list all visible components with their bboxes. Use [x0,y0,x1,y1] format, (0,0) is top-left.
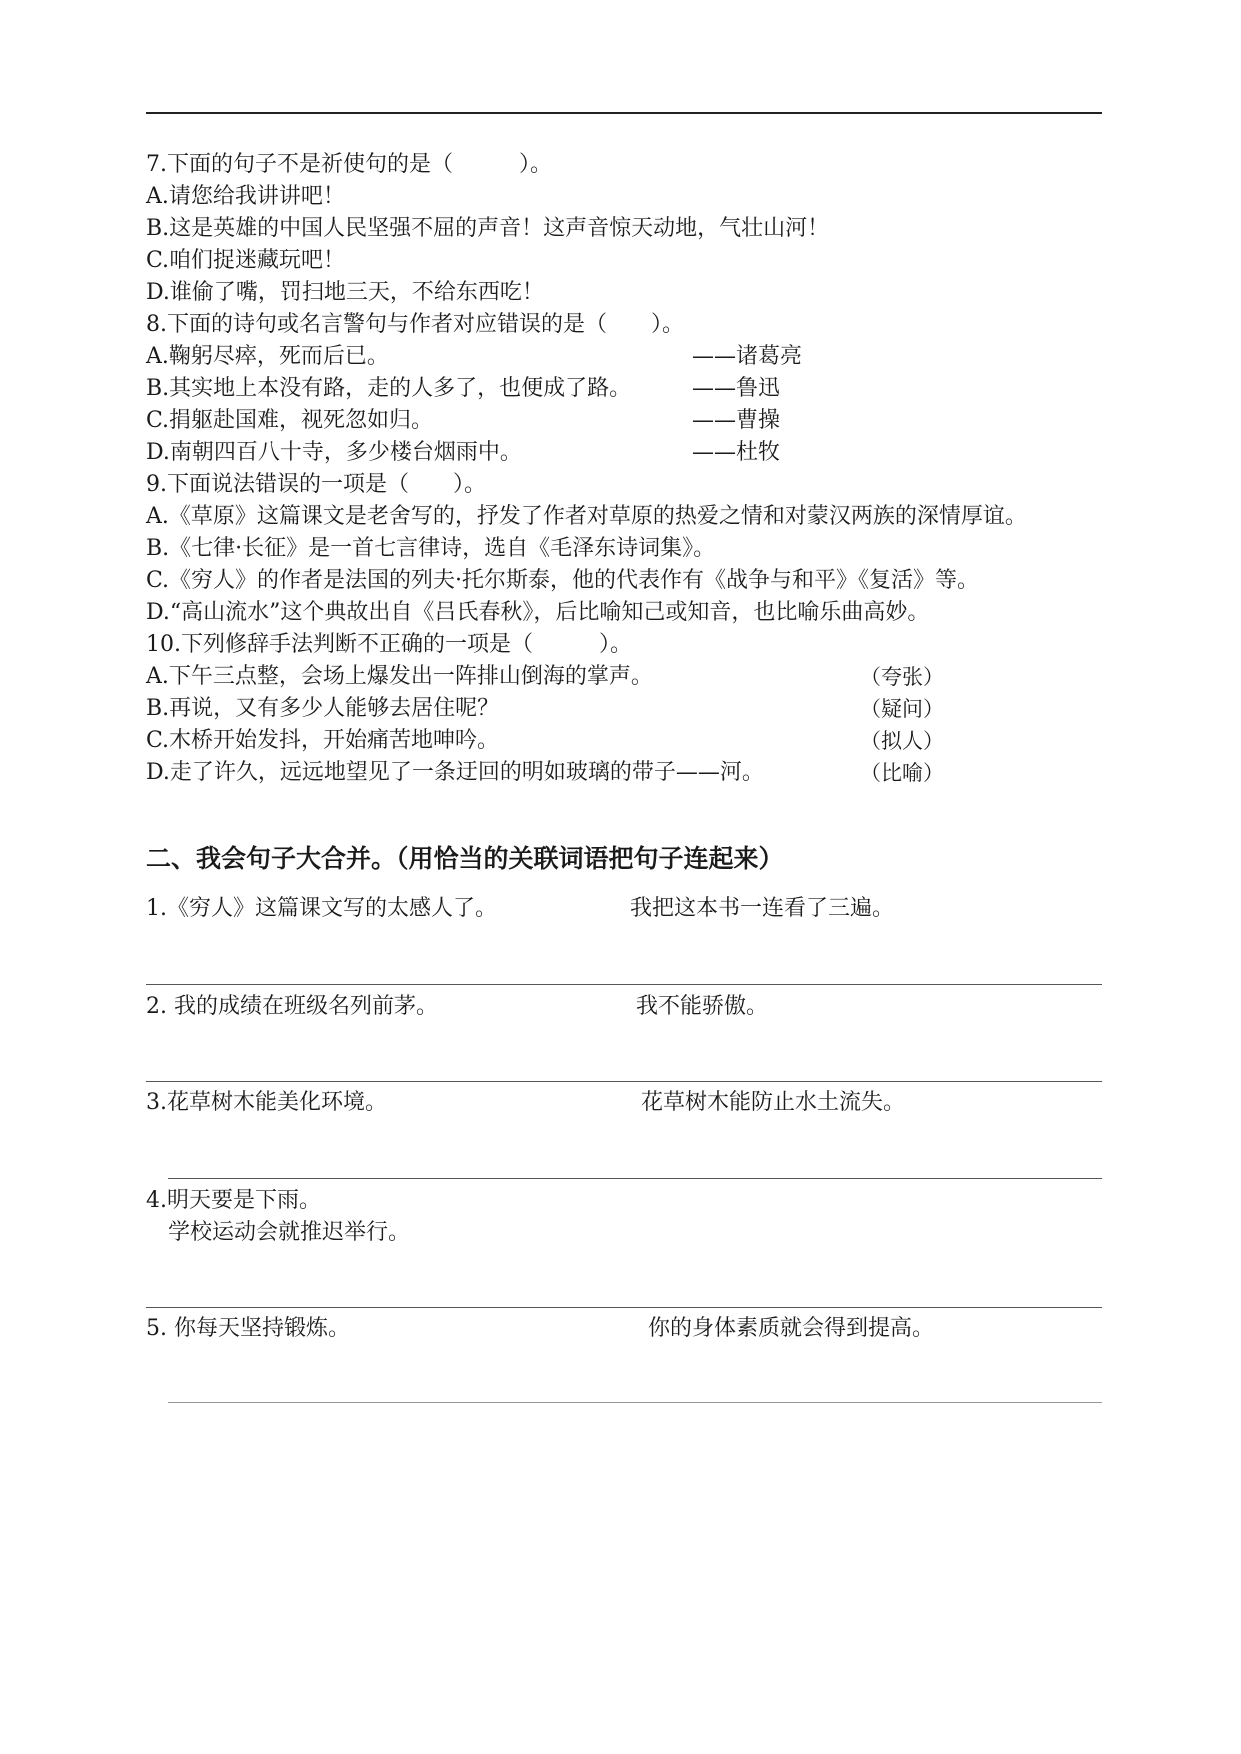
q10-option-c: C.木桥开始发抖，开始痛苦地呻吟。 [146,728,500,753]
s2-item-2-left: 2. 我的成绩在班级名列前茅。 [146,994,438,1019]
q9-option-c: C.《穷人》的作者是法国的列夫·托尔斯泰，他的代表作有《战争与和平》《复活》等。 [146,568,980,593]
q7-stem: 7.下面的句子不是祈使句的是（ ）。 [146,152,552,177]
q7-option-a: A.请您给我讲讲吧！ [146,184,345,209]
q10-option-c-tag: （拟人） [860,729,944,753]
s2-item-2-right: 我不能骄傲。 [636,994,769,1019]
s2-item-5-left: 5. 你每天坚持锻炼。 [146,1316,350,1341]
q7-option-b: B.这是英雄的中国人民坚强不屈的声音！这声音惊天动地，气壮山河！ [146,216,830,241]
q10-option-a: A.下午三点整，会场上爆发出一阵排山倒海的掌声。 [146,664,653,689]
s2-item-2-answer-line[interactable] [146,1081,1102,1082]
q8-option-d-author: ——杜牧 [692,440,781,465]
q10-option-d: D.走了许久，远远地望见了一条迂回的明如玻璃的带子——河。 [146,760,764,785]
s2-item-5-answer-line[interactable] [168,1402,1102,1403]
q8-option-b-author: ——鲁迅 [692,376,781,401]
q8-option-a: A.鞠躬尽瘁，死而后已。 [146,344,389,369]
q8-option-a-author: ——诸葛亮 [692,344,803,369]
q10-option-d-tag: （比喻） [860,761,944,785]
section-2-title: 二、我会句子大合并。（用恰当的关联词语把句子连起来） [146,844,784,873]
q9-option-b: B.《七律·长征》是一首七言律诗，选自《毛泽东诗词集》。 [146,536,716,561]
q9-option-d: D.“高山流水”这个典故出自《吕氏春秋》，后比喻知己或知音，也比喻乐曲高妙。 [146,600,930,625]
s2-item-1-left: 1.《穷人》这篇课文写的太感人了。 [146,896,497,921]
s2-item-3-left: 3.花草树木能美化环境。 [146,1090,387,1115]
q10-option-a-tag: （夸张） [860,665,944,689]
s2-item-5-right: 你的身体素质就会得到提高。 [648,1316,935,1341]
q7-option-c: C.咱们捉迷藏玩吧！ [146,248,346,273]
q8-option-c: C.捐躯赴国难，视死忽如归。 [146,408,434,433]
s2-item-4-answer-line[interactable] [146,1307,1102,1308]
q10-option-b-tag: （疑问） [860,697,944,721]
q8-option-d: D.南朝四百八十寺，多少楼台烟雨中。 [146,440,522,465]
s2-item-1-answer-line[interactable] [146,984,1102,985]
s2-item-3-right: 花草树木能防止水土流失。 [641,1090,906,1115]
q8-stem: 8.下面的诗句或名言警句与作者对应错误的是（ ）。 [146,312,684,337]
q9-option-a: A.《草原》这篇课文是老舍写的，抒发了作者对草原的热爱之情和对蒙汉两族的深情厚谊。 [146,504,1027,529]
s2-item-4-left: 4.明天要是下雨。 [146,1188,321,1213]
q8-option-b: B.其实地上本没有路，走的人多了，也便成了路。 [146,376,632,401]
s2-item-3-answer-line[interactable] [168,1178,1102,1179]
q9-stem: 9.下面说法错误的一项是（ ）。 [146,472,486,497]
s2-item-4-right: 学校运动会就推迟举行。 [168,1220,411,1245]
q8-option-c-author: ——曹操 [692,408,781,433]
s2-item-1-right: 我把这本书一连看了三遍。 [630,896,895,921]
q7-option-d: D.谁偷了嘴，罚扫地三天，不给东西吃！ [146,280,544,305]
header-rule [146,112,1102,114]
q10-stem: 10.下列修辞手法判断不正确的一项是（ ）。 [146,632,632,657]
q10-option-b: B.再说，又有多少人能够去居住呢？ [146,696,500,721]
